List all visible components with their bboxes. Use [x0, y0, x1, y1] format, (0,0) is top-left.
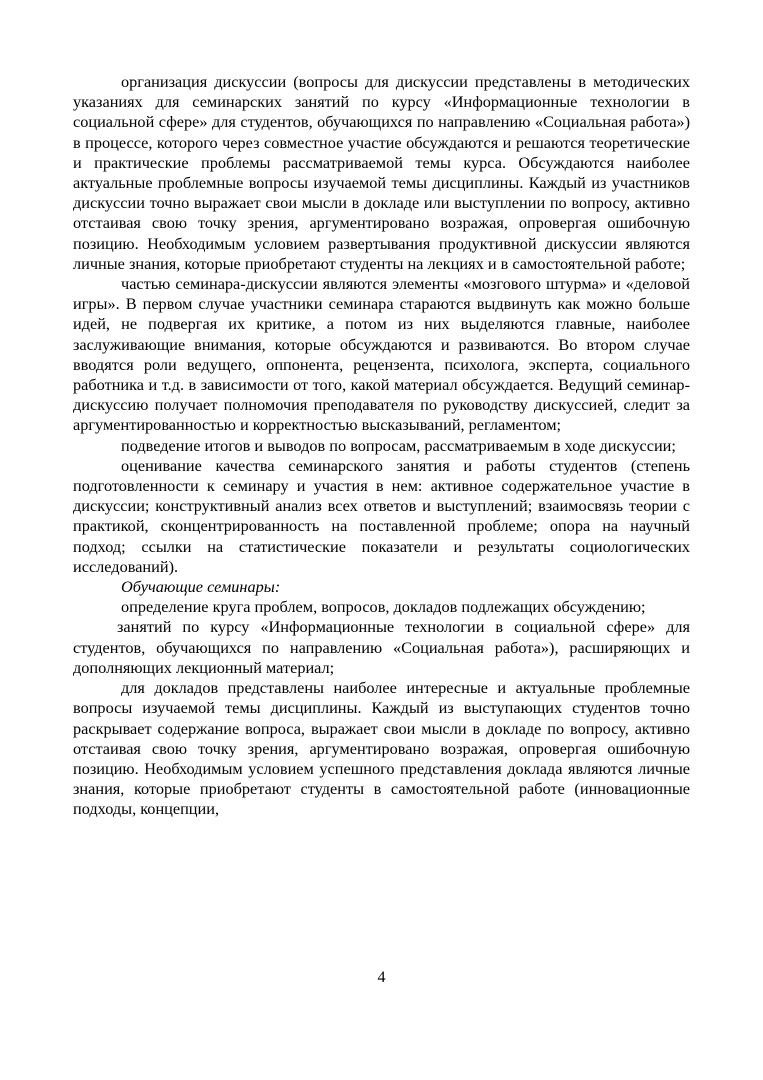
paragraph-summary-conclusions: подведение итогов и выводов по вопросам, рассматриваемым в ходе дискуссии; [121, 435, 676, 455]
paragraph-brainstorm-business-game: частью семинара-дискуссии являются элементы «мозгового штурма» и «деловой игры». В первом случае участники семинара стараются выдвинуть как можно больше идей, не подвергая их критике, а потом из них выделяются главные, наиболее заслуживающие внимания, которые обсуждаются и развиваются. Во втором случае вводятся роли ведущего, оппонента, рецензента, психолога, эксперта, социального работника и т.д. в зависимости от того, какой материал обсуждается. Ведущий семинар-дискуссию получает полномочия преподавателя по руководству дискуссией, следит за аргументированностью и корректностью высказываний, регламентом; [73, 274, 690, 435]
heading-training-seminars: Обучающие семинары: [121, 577, 281, 597]
page-number: 4 [377, 969, 386, 986]
paragraph-quality-assessment: оценивание качества семинарского занятия и работы студентов (степень подготовленности к семинару и участия в нем: активное содержательное участие в дискуссии; конструктивный анализ всех ответов и выступлений; взаимосвязь теории с практикой, сконцентрированность на поставленной проблеме; опора на научный подход; ссылки на статистические показатели и результаты социологических исследований). [73, 455, 690, 576]
paragraph-reports: для докладов представлены наиболее интересные и актуальные проблемные вопросы изучаемой темы дисциплины. Каждый из выступающих студентов точно раскрывает содержание вопроса, выражает свои мысли в докладе по вопросу, активно отстаивая свою точку зрения, аргументировано возражая, опровергая ошибочную позицию. Необходимым условием успешного представления доклада являются личные знания, которые приобретают студенты в самостоятельной работе (инновационные подходы, концепции, [73, 678, 690, 819]
paragraph-course-lessons: занятий по курсу «Информационные технологии в социальной сфере» для студентов, обучающихся по направлению «Социальная работа»), расширяющих и дополняющих лекционный материал; [73, 617, 690, 677]
document-page [73, 72, 690, 820]
paragraph-discussion-organization: организация дискуссии (вопросы для дискуссии представлены в методических указаниях для семинарских занятий по курсу «Информационные технологии в социальной сфере» для студентов, обучающихся по направлению «Социальная работа») в процессе, которого через совместное участие обсуждаются и решаются теоретические и практические проблемы рассматриваемой темы курса. Обсуждаются наиболее актуальные проблемные вопросы изучаемой темы дисциплины. Каждый из участников дискуссии точно выражает свои мысли в докладе или выступлении по вопросу, активно отстаивая свою точку зрения, аргументировано возражая, опровергая ошибочную позицию. Необходимым условием развертывания продуктивной дискуссии являются личные знания, которые приобретают студенты на лекциях и в самостоятельной работе; [73, 72, 690, 273]
paragraph-problem-definition: определение круга проблем, вопросов, докладов подлежащих обсуждению; [121, 597, 646, 617]
